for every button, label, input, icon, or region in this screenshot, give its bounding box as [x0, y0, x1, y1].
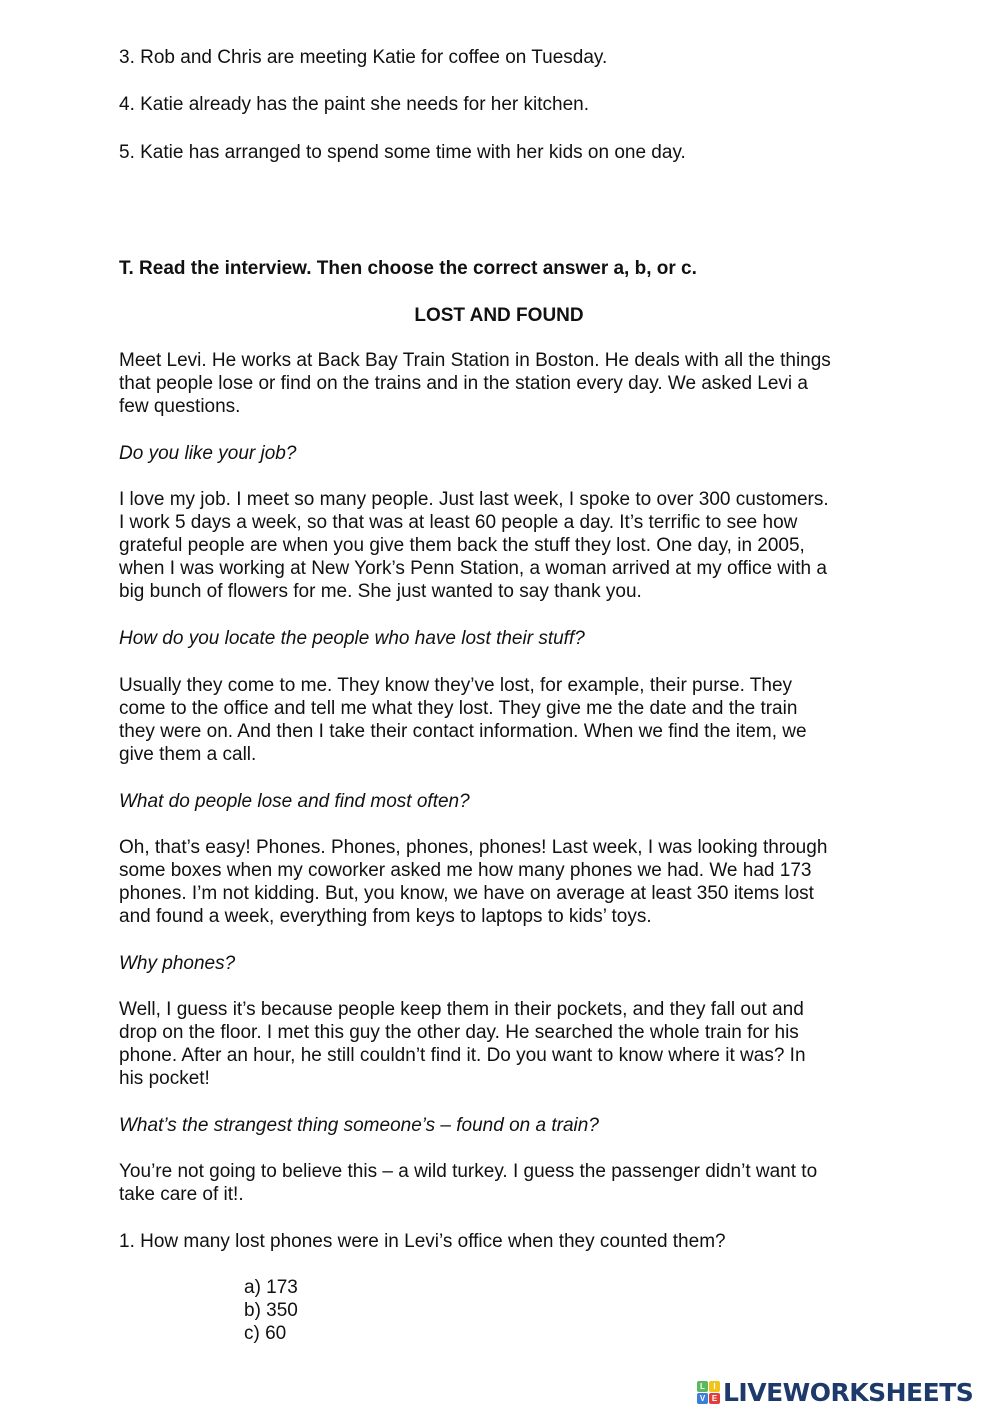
answer-line: phones. I’m not kidding. But, you know, we have on average at least 350 items lost [119, 883, 814, 904]
answer-line: drop on the floor. I met this guy the other day. He searched the whole train for his [119, 1022, 799, 1043]
interview-question: Why phones? [119, 953, 236, 974]
interview-question: Do you like your job? [119, 443, 297, 464]
interview-answer [119, 488, 889, 603]
logo-icon [697, 1381, 720, 1404]
interview-question: What do people lose and find most often? [119, 791, 470, 812]
logo-letter-v: V [697, 1393, 708, 1404]
section-instruction: T. Read the interview. Then choose the correct answer a, b, or c. [119, 258, 697, 279]
interview-question: How do you locate the people who have lost their stuff? [119, 628, 585, 649]
reading-title: LOST AND FOUND [414, 305, 584, 326]
answer-line: come to the office and tell me what they lost. They give me the date and the train [119, 698, 798, 719]
answer-line: You’re not going to believe this – a wild turkey. I guess the passenger didn’t want to [119, 1161, 818, 1182]
logo-letter-l: L [697, 1381, 708, 1392]
answer-line: Well, I guess it’s because people keep them in their pockets, and they fall out and [119, 999, 804, 1020]
option-c[interactable]: c) 60 [244, 1323, 287, 1344]
interview-question: What’s the strangest thing someone’s – found on a train? [119, 1115, 599, 1136]
logo-letter-i: I [709, 1381, 720, 1392]
answer-line: take care of it!. [119, 1184, 244, 1205]
answer-line: when I was working at New York’s Penn Station, a woman arrived at my office with a [119, 558, 827, 579]
option-b[interactable]: b) 350 [244, 1300, 298, 1321]
option-a[interactable]: a) 173 [244, 1277, 298, 1298]
logo-letter-e: E [709, 1393, 720, 1404]
answer-line: give them a call. [119, 744, 257, 765]
interview-answer [119, 1160, 889, 1206]
answer-line: phone. After an hour, he still couldn’t find it. Do you want to know where it was? In [119, 1045, 806, 1066]
statement-3: 3. Rob and Chris are meeting Katie for coffee on Tuesday. [119, 47, 608, 68]
answer-line: Usually they come to me. They know they’ve lost, for example, their purse. They [119, 675, 793, 696]
answer-line: they were on. And then I take their contact information. When we find the item, we [119, 721, 807, 742]
answer-options [244, 1276, 298, 1345]
answer-line: I work 5 days a week, so that was at least 60 people a day. It’s terrific to see how [119, 512, 798, 533]
answer-line: and found a week, everything from keys to laptops to kids’ toys. [119, 906, 652, 927]
answer-line: I love my job. I meet so many people. Just last week, I spoke to over 300 customers. [119, 489, 829, 510]
answer-line: his pocket! [119, 1068, 210, 1089]
liveworksheets-logo [697, 1377, 973, 1407]
intro-paragraph [119, 349, 889, 418]
answer-line: grateful people are when you give them back the stuff they lost. One day, in 2005, [119, 535, 805, 556]
interview-answer [119, 836, 889, 928]
answer-line: Oh, that’s easy! Phones. Phones, phones, phones! Last week, I was looking through [119, 837, 828, 858]
intro-line: that people lose or find on the trains and in the station every day. We asked Levi a [119, 373, 809, 394]
comprehension-question: 1. How many lost phones were in Levi’s office when they counted them? [119, 1231, 726, 1252]
logo-text: LIVEWORKSHEETS [723, 1377, 974, 1407]
answer-line: big bunch of flowers for me. She just wanted to say thank you. [119, 581, 642, 602]
statement-5: 5. Katie has arranged to spend some time with her kids on one day. [119, 142, 686, 163]
intro-line: Meet Levi. He works at Back Bay Train Station in Boston. He deals with all the things [119, 350, 831, 371]
interview-answer [119, 998, 889, 1090]
interview-answer [119, 674, 889, 766]
answer-line: some boxes when my coworker asked me how many phones we had. We had 173 [119, 860, 812, 881]
statement-4: 4. Katie already has the paint she needs for her kitchen. [119, 94, 590, 115]
intro-line: few questions. [119, 396, 241, 417]
